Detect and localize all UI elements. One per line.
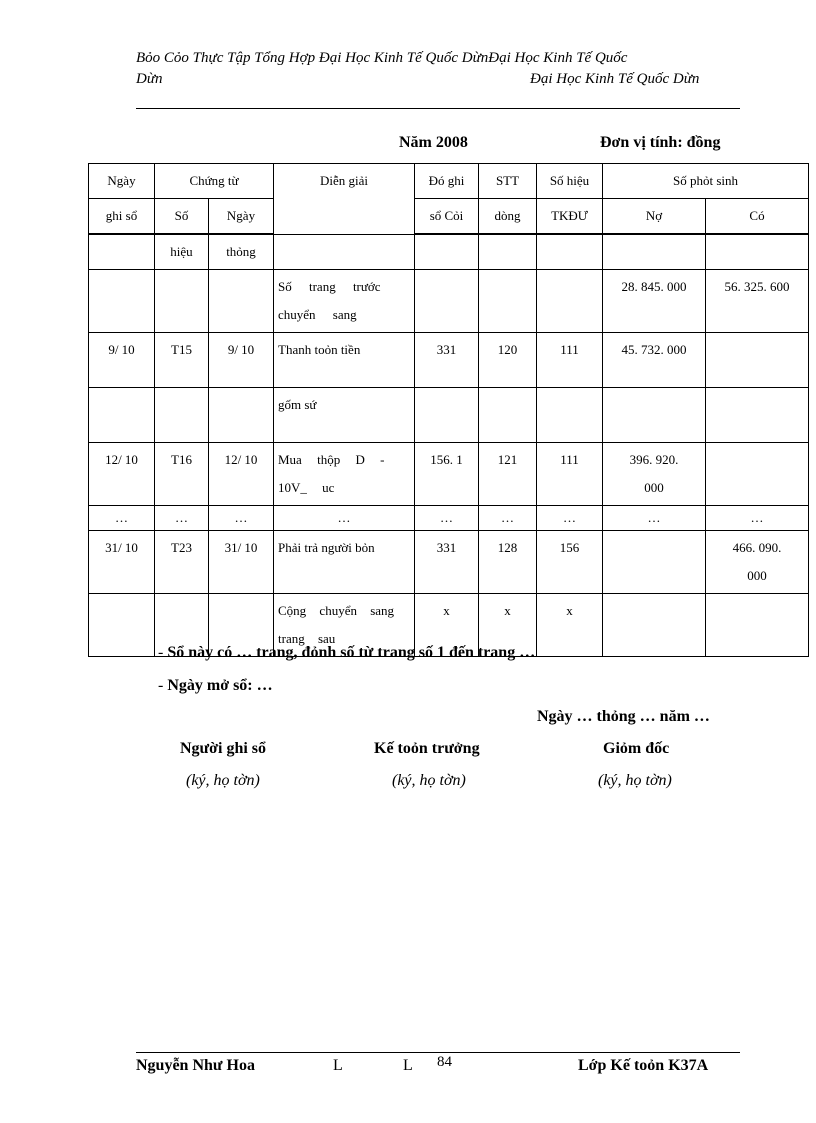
table-row: [89, 270, 809, 333]
bullet-dash: -: [158, 644, 168, 661]
note-open-date: [158, 677, 273, 695]
col-header-so-hieu-tkdu-2: TKĐƯ: [537, 199, 603, 235]
cell-empty: [479, 234, 537, 270]
cell-tkdu: 156: [537, 531, 603, 594]
cell-da-ghi-so-cai: x: [415, 594, 479, 657]
col-header-ngay-ghi-so-1: Ngày: [89, 164, 155, 199]
cell-tkdu: [537, 388, 603, 443]
cell-so-hieu: T15: [155, 333, 209, 388]
cell-da-ghi-so-cai: 331: [415, 531, 479, 594]
header-row-2: [89, 199, 809, 235]
col-header-da-ghi-so-cai-1: Đó ghi: [415, 164, 479, 199]
note-pages-text: Sổ này có … trang, đỏnh số từ trang số 1 đến trang …: [167, 644, 536, 661]
cell-da-ghi-so-cai: 331: [415, 333, 479, 388]
cell-tkdu: x: [537, 594, 603, 657]
cell-empty: [89, 234, 155, 270]
cell-stt-dong: 120: [479, 333, 537, 388]
header-rule: [136, 108, 740, 109]
cell-no: 45. 732. 000: [603, 333, 706, 388]
footer-mark-1: L: [333, 1057, 343, 1074]
cell-stt-dong: 121: [479, 443, 537, 506]
header-row-3: [89, 234, 809, 270]
cell-da-ghi-so-cai: [415, 270, 479, 333]
cell-so-hieu: [155, 388, 209, 443]
cell-ngay-ghi-so: 12/ 10: [89, 443, 155, 506]
page-number: 84: [437, 1054, 452, 1070]
footer-class: Lớp Kế toỏn K37A: [578, 1057, 709, 1074]
cell-no: …: [603, 506, 706, 531]
year-label: Năm 2008: [399, 134, 468, 151]
cell-ngay-ghi-so: …: [89, 506, 155, 531]
cell-ngay-ghi-so: [89, 594, 155, 657]
date-line: Ngày … thỏng … năm …: [537, 708, 710, 725]
bullet-dash: -: [158, 677, 168, 694]
cell-empty: [274, 234, 415, 270]
cell-tkdu: …: [537, 506, 603, 531]
cell-stt-dong: 128: [479, 531, 537, 594]
cell-stt-dong: x: [479, 594, 537, 657]
cell-co: [706, 443, 809, 506]
cell-da-ghi-so-cai: …: [415, 506, 479, 531]
cell-ngay: 31/ 10: [209, 531, 274, 594]
cell-ngay-ghi-so: [89, 270, 155, 333]
col-header-da-ghi-so-cai-2: sổ Cỏi: [415, 199, 479, 235]
col-header-stt-dong-1: STT: [479, 164, 537, 199]
cell-co: [706, 594, 809, 657]
cell-dien-giai: gốm sứ: [274, 388, 415, 443]
cell-ngay: …: [209, 506, 274, 531]
cell-so-hieu: [155, 270, 209, 333]
cell-empty: [537, 234, 603, 270]
cell-tkdu: 111: [537, 443, 603, 506]
table-row: [89, 388, 809, 443]
cell-empty: [603, 234, 706, 270]
cell-ngay-ghi-so: [89, 388, 155, 443]
col-header-ngay: Ngày: [209, 199, 274, 235]
cell-co: 56. 325. 600: [706, 270, 809, 333]
page-header-line2-right: Đại Học Kinh Tế Quốc Dừn: [530, 71, 700, 87]
signature-title-recorder: Người ghi sổ: [180, 740, 267, 757]
cell-tkdu: [537, 270, 603, 333]
cell-stt-dong: [479, 388, 537, 443]
note-open-date-text: Ngày mở sổ: …: [167, 677, 273, 694]
cell-empty: [706, 234, 809, 270]
cell-da-ghi-so-cai: [415, 388, 479, 443]
cell-ngay-ghi-so: 9/ 10: [89, 333, 155, 388]
col-header-so-hieu-tkdu-1: Số hiệu: [537, 164, 603, 199]
footer-mark-2: L: [403, 1057, 413, 1074]
cell-stt-dong: [479, 270, 537, 333]
cell-no: [603, 594, 706, 657]
cell-no: 28. 845. 000: [603, 270, 706, 333]
signature-note-chief-accountant: (ký, họ tờn): [392, 772, 466, 789]
cell-dien-giai: Phải trả người bỏn: [274, 531, 415, 594]
cell-dien-giai: …: [274, 506, 415, 531]
header-row-1: [89, 164, 809, 199]
cell-co: 466. 090. 000: [706, 531, 809, 594]
col-header-so-phat-sinh: Số phỏt sinh: [603, 164, 809, 199]
cell-dien-giai: Cộng chuyển sang trang sau: [274, 594, 415, 657]
cell-ngay: 9/ 10: [209, 333, 274, 388]
signature-title-chief-accountant: Kế toỏn trưởng: [374, 740, 480, 757]
cell-co: [706, 388, 809, 443]
footer-rule: [136, 1052, 740, 1053]
cell-so-hieu: …: [155, 506, 209, 531]
page-header-line1: Bỏo Cỏo Thực Tập Tổng Hợp Đại Học Kinh Tế Quốc DừnĐại Học Kinh Tế Quốc: [136, 50, 628, 66]
unit-label: Đơn vị tính: đồng: [600, 134, 721, 151]
signature-title-director: Giỏm đốc: [603, 740, 670, 757]
cell-ngay: 12/ 10: [209, 443, 274, 506]
cell-dien-giai: Thanh toỏn tiền: [274, 333, 415, 388]
cell-co: [706, 333, 809, 388]
cell-stt-dong: …: [479, 506, 537, 531]
cell-so-hieu: T23: [155, 531, 209, 594]
footer-author: Nguyễn Như Hoa: [136, 1057, 255, 1074]
cell-da-ghi-so-cai: 156. 1: [415, 443, 479, 506]
signature-note-director: (ký, họ tờn): [598, 772, 672, 789]
col-header-dien-giai: Diễn giải: [274, 164, 415, 235]
cell-ngay-ghi-so: 31/ 10: [89, 531, 155, 594]
col-header-stt-dong-2: dòng: [479, 199, 537, 235]
table-row: [89, 443, 809, 506]
col-header-so-hieu-cont: hiệu: [155, 234, 209, 270]
col-header-ngay-ghi-so-2: ghi sổ: [89, 199, 155, 235]
cell-tkdu: 111: [537, 333, 603, 388]
cell-no: [603, 388, 706, 443]
table-row: [89, 333, 809, 388]
ledger-table: [88, 163, 809, 657]
col-header-ngay-cont: thỏng: [209, 234, 274, 270]
cell-empty: [415, 234, 479, 270]
cell-ngay: [209, 388, 274, 443]
col-header-chung-tu: Chứng từ: [155, 164, 274, 199]
cell-no: 396. 920. 000: [603, 443, 706, 506]
page-header-line2-left: Dừn: [136, 71, 163, 87]
col-header-no: Nợ: [603, 199, 706, 235]
signature-note-recorder: (ký, họ tờn): [186, 772, 260, 789]
cell-dien-giai: Mua thộp D - 10V_ uc: [274, 443, 415, 506]
cell-co: …: [706, 506, 809, 531]
col-header-so: Số: [155, 199, 209, 235]
table-row: [89, 531, 809, 594]
col-header-co: Có: [706, 199, 809, 235]
cell-no: [603, 531, 706, 594]
cell-dien-giai: Số trang trước chuyển sang: [274, 270, 415, 333]
cell-so-hieu: T16: [155, 443, 209, 506]
cell-ngay: [209, 270, 274, 333]
table-row: [89, 506, 809, 531]
note-pages: [158, 644, 535, 662]
